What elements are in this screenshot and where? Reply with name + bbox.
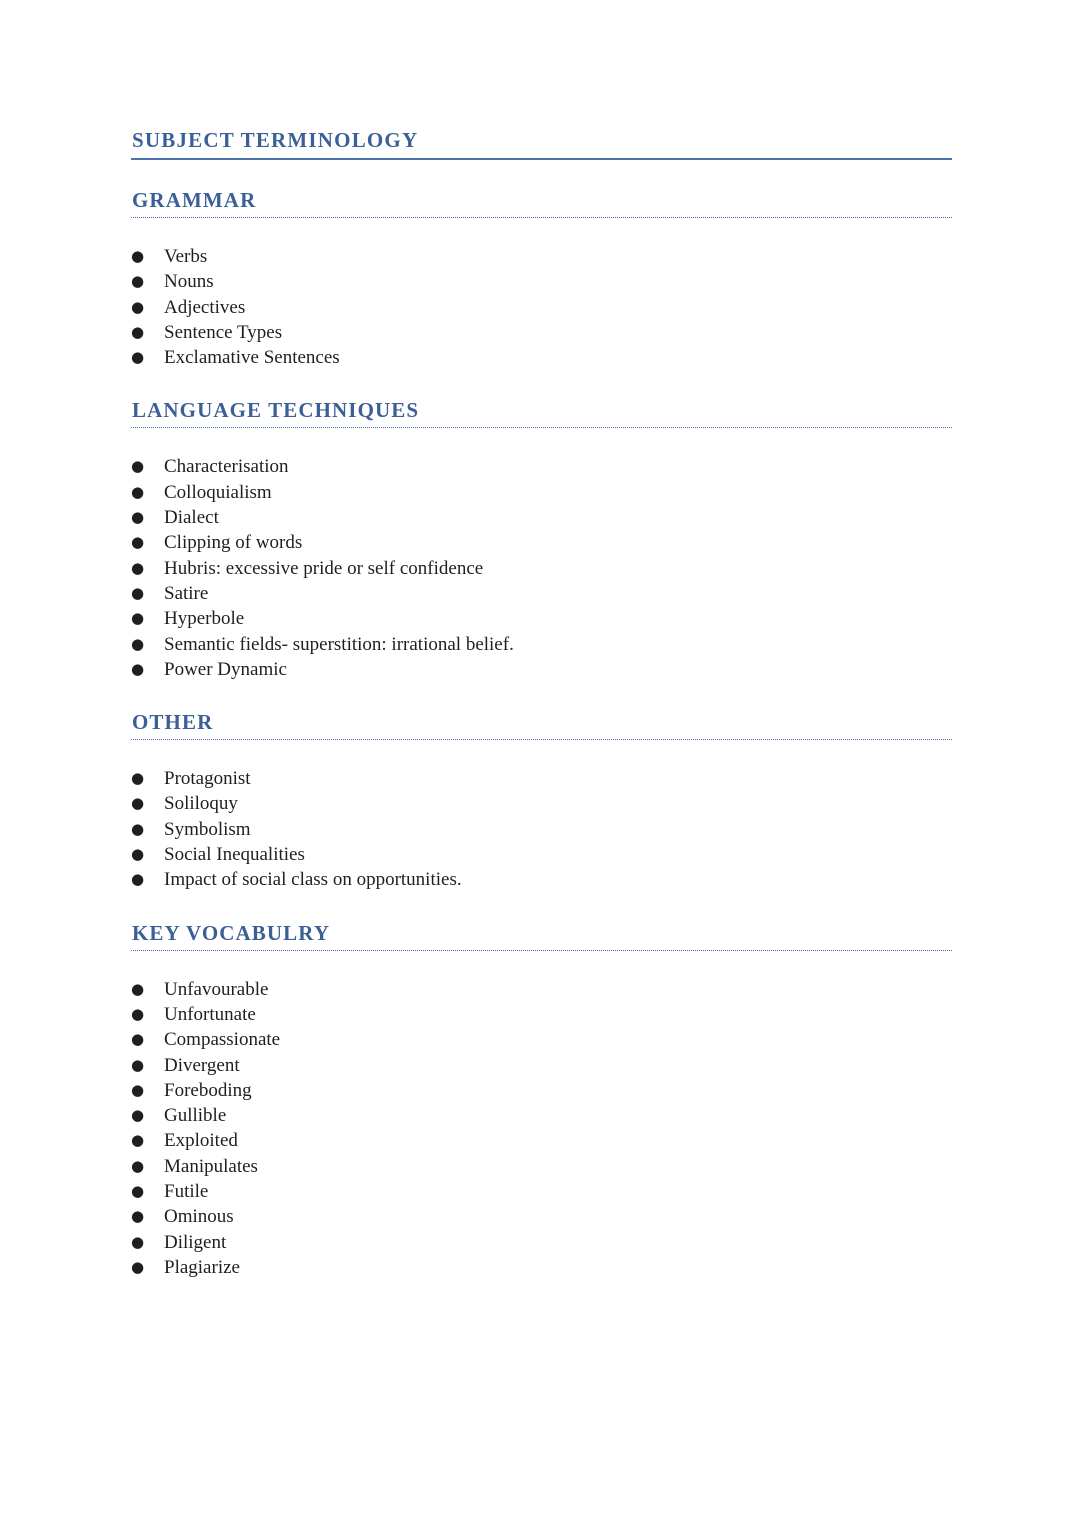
bullet-list bbox=[131, 766, 952, 892]
bullet-list bbox=[131, 977, 952, 1281]
bullet-icon: ● bbox=[131, 1080, 145, 1099]
list-item-text: Verbs bbox=[164, 246, 208, 267]
bullet-icon: ● bbox=[131, 583, 145, 602]
list-item bbox=[131, 1053, 952, 1078]
list-item-text: Protagonist bbox=[164, 768, 251, 790]
section-key-vocabulry bbox=[131, 921, 952, 1281]
section-language-techniques bbox=[131, 398, 952, 682]
list-item-text: Dialect bbox=[164, 507, 219, 529]
list-item bbox=[131, 581, 952, 606]
bullet-icon: ● bbox=[131, 247, 145, 265]
section-other bbox=[131, 710, 952, 892]
bullet-icon: ● bbox=[131, 1106, 145, 1125]
bullet-icon: ● bbox=[131, 1131, 145, 1150]
list-item-text: Gullible bbox=[164, 1105, 227, 1127]
list-item-text: Social Inequalities bbox=[164, 844, 305, 866]
list-item bbox=[131, 842, 952, 867]
list-item bbox=[131, 1078, 952, 1103]
bullet-icon: ● bbox=[131, 845, 145, 864]
bullet-icon: ● bbox=[131, 769, 145, 788]
bullet-icon: ● bbox=[131, 870, 145, 889]
bullet-icon: ● bbox=[131, 348, 145, 367]
list-item bbox=[131, 766, 952, 791]
list-item-text: Compassionate bbox=[164, 1029, 281, 1051]
document-title: SUBJECT TERMINOLOGY bbox=[131, 128, 952, 160]
list-item bbox=[131, 1204, 952, 1229]
list-item bbox=[131, 1103, 952, 1128]
list-item-text: Nouns bbox=[164, 271, 214, 293]
bullet-icon: ● bbox=[131, 1257, 145, 1276]
list-item-text: Exclamative Sentences bbox=[164, 347, 340, 369]
list-item bbox=[131, 556, 952, 581]
list-item bbox=[131, 480, 952, 505]
list-item bbox=[131, 791, 952, 816]
bullet-list bbox=[131, 454, 952, 682]
section-heading: KEY VOCABULRY bbox=[131, 921, 952, 951]
bullet-icon: ● bbox=[131, 1182, 145, 1201]
list-item-text: Impact of social class on opportunities. bbox=[164, 869, 462, 891]
bullet-list bbox=[131, 244, 952, 370]
bullet-icon: ● bbox=[131, 609, 145, 628]
list-item bbox=[131, 657, 952, 682]
list-item-text: Ominous bbox=[164, 1206, 234, 1228]
bullet-icon: ● bbox=[131, 634, 145, 653]
list-item-text: Plagiarize bbox=[164, 1256, 240, 1278]
bullet-icon: ● bbox=[131, 794, 145, 813]
bullet-icon: ● bbox=[131, 558, 145, 577]
list-item bbox=[131, 867, 952, 892]
list-item bbox=[131, 817, 952, 842]
list-item-text: Characterisation bbox=[164, 456, 289, 478]
list-item bbox=[131, 632, 952, 657]
list-item bbox=[131, 606, 952, 631]
list-item-text: Power Dynamic bbox=[164, 658, 287, 680]
list-item bbox=[131, 505, 952, 530]
bullet-icon: ● bbox=[131, 457, 145, 476]
sections-container bbox=[131, 188, 952, 1280]
section-grammar bbox=[131, 188, 952, 370]
bullet-icon: ● bbox=[131, 482, 145, 501]
list-item bbox=[131, 1027, 952, 1052]
list-item-text: Unfortunate bbox=[164, 1003, 256, 1025]
bullet-icon: ● bbox=[131, 659, 145, 678]
document-page bbox=[131, 128, 952, 1280]
list-item-text: Divergent bbox=[164, 1054, 240, 1076]
list-item bbox=[131, 320, 952, 345]
list-item-text: Colloquialism bbox=[164, 481, 272, 503]
list-item-text: Sentence Types bbox=[164, 321, 283, 343]
section-heading: GRAMMAR bbox=[131, 188, 952, 218]
list-item bbox=[131, 1255, 952, 1280]
bullet-icon: ● bbox=[131, 1156, 145, 1175]
bullet-icon: ● bbox=[131, 322, 145, 341]
bullet-icon: ● bbox=[131, 1030, 145, 1049]
list-item bbox=[131, 454, 952, 479]
list-item-text: Foreboding bbox=[164, 1079, 252, 1101]
bullet-icon: ● bbox=[131, 297, 145, 316]
bullet-icon: ● bbox=[131, 1004, 145, 1023]
list-item bbox=[131, 345, 952, 370]
section-heading: LANGUAGE TECHNIQUES bbox=[131, 398, 952, 428]
list-item-text: Hyperbole bbox=[164, 608, 245, 630]
list-item-text: Unfavourable bbox=[164, 978, 269, 1000]
list-item-text: Hubris: excessive pride or self confidence bbox=[164, 557, 484, 579]
list-item bbox=[131, 295, 952, 320]
list-item-text: Soliloquy bbox=[164, 793, 238, 815]
list-item bbox=[131, 1128, 952, 1153]
bullet-icon: ● bbox=[131, 1232, 145, 1251]
bullet-icon: ● bbox=[131, 979, 145, 998]
bullet-icon: ● bbox=[131, 1055, 145, 1074]
list-item bbox=[131, 269, 952, 294]
list-item bbox=[131, 1002, 952, 1027]
list-item bbox=[131, 1230, 952, 1255]
bullet-icon: ● bbox=[131, 819, 145, 838]
list-item-text: Futile bbox=[164, 1181, 209, 1203]
list-item-text: Adjectives bbox=[164, 296, 246, 318]
list-item-text: Manipulates bbox=[164, 1155, 258, 1177]
bullet-icon: ● bbox=[131, 1207, 145, 1226]
list-item bbox=[131, 977, 952, 1002]
bullet-icon: ● bbox=[131, 533, 145, 552]
list-item-text: Diligent bbox=[164, 1231, 227, 1253]
list-item bbox=[131, 1154, 952, 1179]
bullet-icon: ● bbox=[131, 272, 145, 291]
list-item bbox=[131, 530, 952, 555]
list-item-text: Satire bbox=[164, 582, 209, 604]
list-item-text: Semantic fields- superstition: irrational belief. bbox=[164, 633, 514, 655]
section-heading: OTHER bbox=[131, 710, 952, 740]
list-item-text: Exploited bbox=[164, 1130, 238, 1152]
list-item bbox=[131, 1179, 952, 1204]
list-item-text: Symbolism bbox=[164, 818, 251, 840]
list-item bbox=[131, 244, 952, 269]
list-item-text: Clipping of words bbox=[164, 532, 303, 554]
bullet-icon: ● bbox=[131, 508, 145, 527]
